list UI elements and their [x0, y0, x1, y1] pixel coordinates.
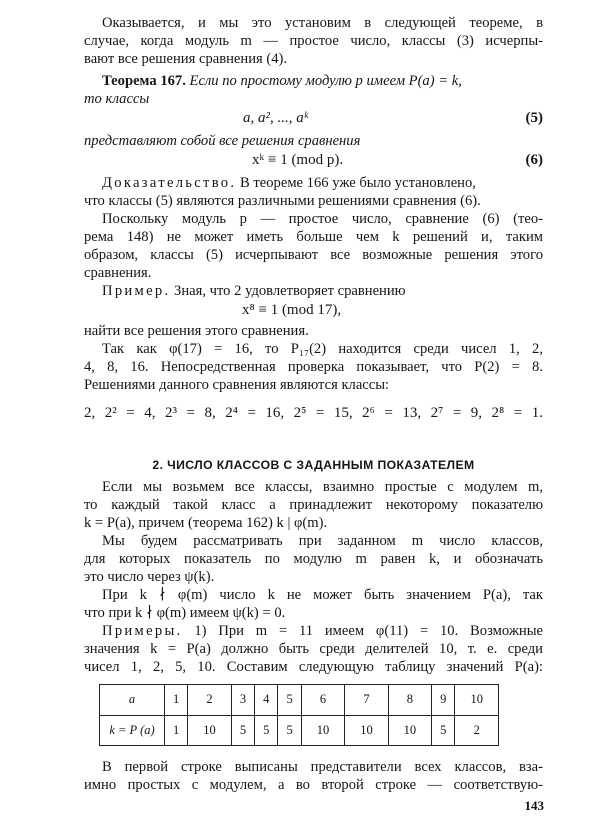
text-line: для которых показатель по модулю m равен k, и обозначать — [84, 551, 543, 567]
text-line: В первой строке выписаны представители всех классов, вза- — [102, 759, 543, 775]
text-line: имно простых с модулем, а во второй строке — соответствую- — [84, 777, 543, 793]
proof-line — [84, 174, 543, 192]
text-line: что при k ∤ φ(m) имеем ψ(k) = 0. — [84, 605, 286, 621]
text-line: найти все решения этого сравнения. — [84, 323, 309, 339]
table-cell: 5 — [432, 715, 455, 746]
text-line: Если мы возьмем все классы, взаимно простые с модулем m, — [102, 479, 543, 495]
text-line: Поскольку модуль p — простое число, сравнение (6) (тео- — [102, 211, 543, 227]
values-table — [99, 684, 499, 746]
table-cell: 3 — [231, 685, 254, 716]
equation-6: xᵏ ≡ 1 (mod p). — [252, 152, 344, 168]
text-line: что классы (5) являются различными решениями сравнения (6). — [84, 193, 481, 209]
text-line: вают все решения сравнения (4). — [84, 51, 288, 67]
proof-label: Доказательство. — [102, 175, 237, 191]
text-line: сравнения. — [84, 265, 152, 281]
text-line: Так как φ(17) = 16, то P₁₇(2) находится среди чисел 1, 2, — [102, 341, 543, 357]
table-row — [100, 715, 499, 746]
equation-number: (6) — [525, 152, 543, 168]
table-cell: 1 — [165, 685, 188, 716]
example-label: Пример. — [102, 283, 171, 299]
table-row — [100, 685, 499, 716]
table-cell: 10 — [188, 715, 231, 746]
table-cell: 6 — [301, 685, 344, 716]
text-line: случае, когда модуль m — простое число, классы (3) исчерпы- — [84, 33, 543, 49]
text-line: то классы — [84, 91, 150, 107]
text-line: это число через ψ(k). — [84, 569, 215, 585]
table-cell: 2 — [188, 685, 231, 716]
table-cell: 5 — [231, 715, 254, 746]
text-line: рема 148) не может иметь больше чем k решений и, таким — [84, 229, 543, 245]
equation-number: (5) — [525, 110, 543, 126]
proof-text: В теореме 166 уже было установлено, — [236, 175, 476, 191]
examples-text: 1) При m = 11 имеем φ(11) = 10. Возможные — [182, 623, 543, 639]
text-line: При k ∤ φ(m) число k не может быть значением P(a), так — [102, 587, 543, 603]
theorem-label: Теорема 167. — [102, 73, 186, 89]
table-cell: 7 — [345, 685, 388, 716]
classes-list: 2, 2² = 4, 2³ = 8, 2⁴ = 16, 2⁵ = 15, 2⁶ = 13, 2⁷ = 9, 2⁸ = 1. — [84, 405, 543, 421]
text-line: 4, 8, 16. Непосредственная проверка показывает, что P(2) = 8. — [84, 359, 543, 375]
text-line: k = P(a), причем (теорема 162) k | φ(m). — [84, 515, 328, 531]
page-number: 143 — [524, 798, 544, 813]
table-cell: 8 — [388, 685, 431, 716]
table-cell: 4 — [255, 685, 278, 716]
section-heading: 2. ЧИСЛО КЛАССОВ С ЗАДАННЫМ ПОКАЗАТЕЛЕМ — [152, 458, 475, 472]
table-cell: 2 — [455, 715, 499, 746]
example-equation: x⁸ ≡ 1 (mod 17), — [242, 302, 342, 318]
text-line: то каждый такой класс a принадлежит некоторому показателю — [84, 497, 543, 513]
theorem-text: Если по простому модулю p имеем P(a) = k, — [185, 73, 462, 89]
example-line — [84, 282, 543, 300]
text-line: Решениями данного сравнения являются классы: — [84, 377, 390, 393]
text-line — [84, 622, 543, 640]
table-cell: 1 — [165, 715, 188, 746]
table-cell: 5 — [278, 685, 301, 716]
table-cell: 10 — [301, 715, 344, 746]
equation-5: a, a², ..., aᵏ — [243, 110, 308, 126]
text-line: значения k = P(a) должно быть среди делителей 10, т. е. среди — [84, 641, 543, 657]
table-row-label: a — [100, 685, 165, 716]
table-cell: 10 — [388, 715, 431, 746]
text-line: образом, классы (5) исчерпывают все возможные решения этого — [84, 247, 543, 263]
table-row-label: k = P (a) — [100, 715, 165, 746]
table-cell: 5 — [278, 715, 301, 746]
theorem-statement — [84, 72, 543, 90]
text-line: чисел 1, 2, 5, 10. Составим следующую таблицу значений P(a): — [84, 659, 543, 675]
table-cell: 10 — [345, 715, 388, 746]
example-text: Зная, что 2 удовлетворяет сравнению — [170, 283, 406, 299]
examples-label: Примеры. — [102, 623, 183, 639]
text-line: представляют собой все решения сравнения — [84, 133, 361, 149]
table-cell: 9 — [432, 685, 455, 716]
text-line: Мы будем рассматривать при заданном m число классов, — [102, 533, 543, 549]
table-cell: 10 — [455, 685, 499, 716]
text-line: Оказывается, и мы это установим в следующей теореме, в — [102, 15, 543, 31]
table-cell: 5 — [255, 715, 278, 746]
